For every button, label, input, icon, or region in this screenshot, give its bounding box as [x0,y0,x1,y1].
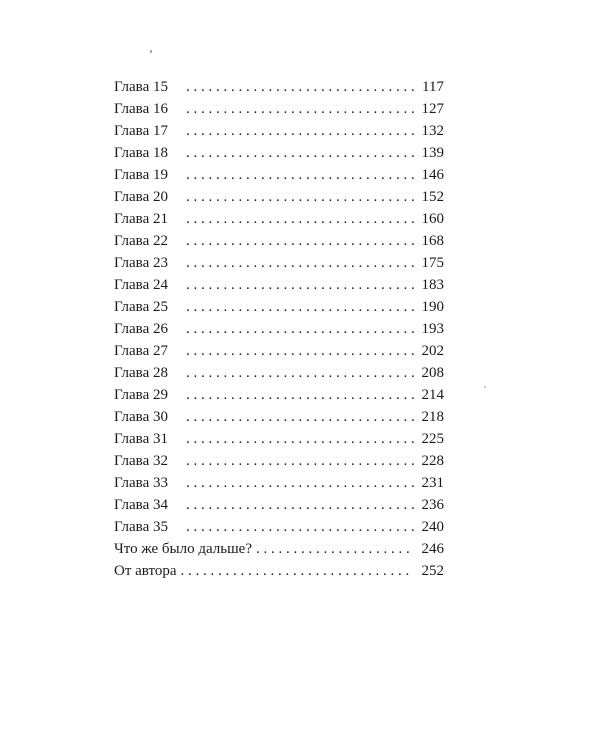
toc-entry-title: Глава 33 [114,475,168,491]
toc-entry-title: Глава 18 [114,145,168,161]
toc-entry-page: 246 [421,541,444,557]
toc-dot-leader [186,296,414,318]
toc-dot-leader [186,340,414,362]
toc-entry [114,516,444,538]
toc-dot-leader [186,362,414,384]
toc-entry [114,164,444,186]
toc-entry-page: 183 [421,277,444,293]
toc-dot-leader [186,274,414,296]
toc-entry [114,538,444,560]
toc-entry [114,560,444,582]
toc-entry [114,98,444,120]
toc-entry [114,296,444,318]
paper-speck [484,386,486,388]
toc-dot-leader [186,384,414,406]
toc-entry [114,76,444,98]
toc-entry [114,252,444,274]
toc-entry-page: 240 [421,519,444,535]
toc-entry-title: Глава 21 [114,211,168,227]
toc-entry-title: Что же было дальше? [114,541,252,557]
toc-entry-title: Глава 20 [114,189,168,205]
toc-entry-title: Глава 25 [114,299,168,315]
toc-dot-leader [186,428,414,450]
toc-entry [114,472,444,494]
toc-entry-page: 202 [421,343,444,359]
toc-entry [114,384,444,406]
toc-entry [114,208,444,230]
toc-entry-title: Глава 23 [114,255,168,271]
toc-entry-title: Глава 30 [114,409,168,425]
toc-entry [114,230,444,252]
toc-entry [114,494,444,516]
toc-entry-page: 236 [421,497,444,513]
toc-dot-leader [186,406,414,428]
toc-entry-page: 127 [421,101,444,117]
toc-dot-leader [186,76,414,98]
paper-speck [150,50,152,53]
toc-entry-page: 132 [421,123,444,139]
toc-entry-title: Глава 15 [114,79,168,95]
toc-entry-page: 218 [421,409,444,425]
toc-entry-page: 160 [421,211,444,227]
toc-dot-leader [186,318,414,340]
toc-entry-page: 190 [421,299,444,315]
toc-entry [114,362,444,384]
toc-entry-title: Глава 19 [114,167,168,183]
toc-dot-leader [186,164,414,186]
toc-entry-title: Глава 31 [114,431,168,447]
table-of-contents [114,76,444,582]
toc-dot-leader [186,208,414,230]
toc-entry-title: Глава 17 [114,123,168,139]
toc-entry-title: Глава 27 [114,343,168,359]
toc-entry-page: 214 [421,387,444,403]
toc-entry-page: 152 [421,189,444,205]
toc-entry [114,340,444,362]
toc-entry-title: Глава 32 [114,453,168,469]
toc-dot-leader [186,472,414,494]
toc-dot-leader [186,516,414,538]
toc-dot-leader [186,98,414,120]
toc-entry-page: 228 [421,453,444,469]
toc-entry [114,274,444,296]
toc-entry-page: 208 [421,365,444,381]
toc-entry [114,186,444,208]
toc-entry-page: 168 [421,233,444,249]
toc-entry-title: Глава 34 [114,497,168,513]
toc-dot-leader [186,494,414,516]
toc-dot-leader [186,252,414,274]
toc-dot-leader [186,120,414,142]
toc-dot-leader [186,186,414,208]
toc-entry-title: От автора [114,563,177,579]
toc-entry-page: 193 [421,321,444,337]
toc-entry-title: Глава 22 [114,233,168,249]
toc-entry-page: 252 [421,563,444,579]
toc-entry-page: 117 [422,79,444,95]
toc-dot-leader [256,538,414,560]
toc-entry-title: Глава 29 [114,387,168,403]
toc-entry-page: 225 [421,431,444,447]
toc-entry [114,406,444,428]
toc-entry-page: 146 [421,167,444,183]
toc-entry-page: 231 [421,475,444,491]
toc-entry [114,120,444,142]
toc-dot-leader [186,230,414,252]
toc-entry [114,318,444,340]
toc-entry-title: Глава 35 [114,519,168,535]
toc-entry-title: Глава 16 [114,101,168,117]
toc-entry [114,428,444,450]
toc-entry [114,450,444,472]
toc-dot-leader [186,142,414,164]
toc-entry-title: Глава 28 [114,365,168,381]
toc-entry-title: Глава 24 [114,277,168,293]
toc-dot-leader [181,560,414,582]
toc-entry [114,142,444,164]
toc-entry-page: 175 [421,255,444,271]
toc-dot-leader [186,450,414,472]
toc-entry-page: 139 [421,145,444,161]
toc-entry-title: Глава 26 [114,321,168,337]
